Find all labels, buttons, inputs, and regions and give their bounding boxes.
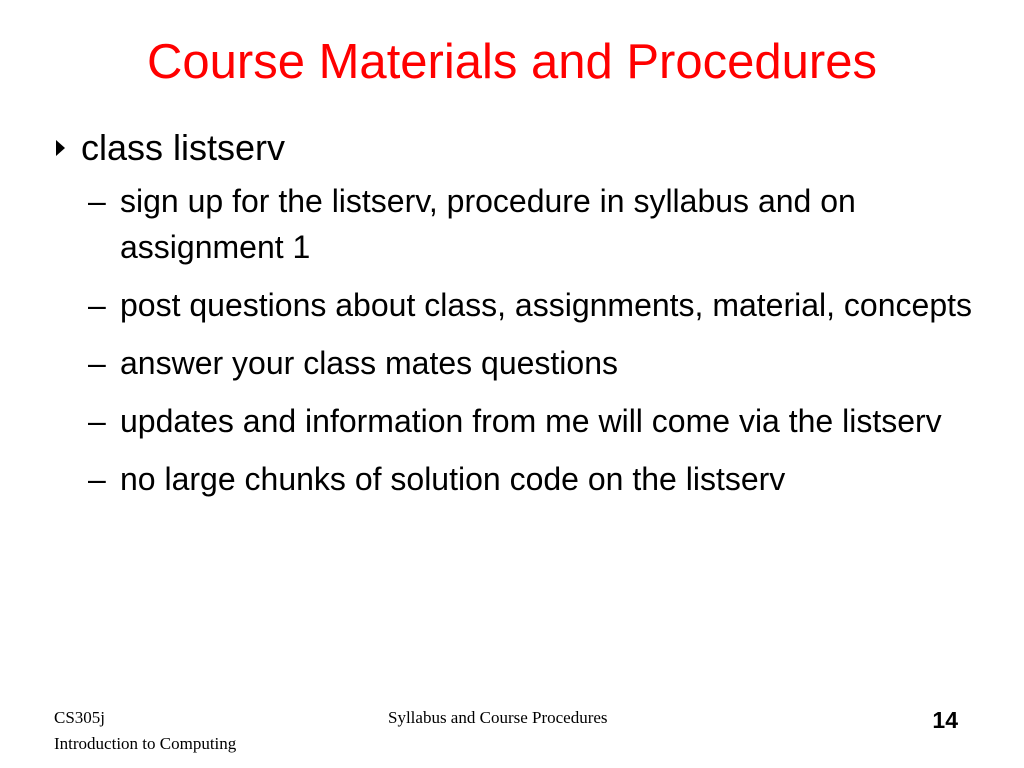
dash-bullet-icon: – (88, 183, 106, 219)
sub-bullet-item (40, 178, 1000, 270)
dash-bullet-icon: – (88, 461, 106, 497)
footer-course-name: Introduction to Computing (54, 734, 237, 753)
footer-section-title: Syllabus and Course Procedures (388, 708, 608, 727)
sub-bullet-text: post questions about class, assignments, material, concepts (120, 287, 972, 323)
sub-bullet-text: answer your class mates questions (120, 345, 618, 381)
bullet-text: class listserv (81, 127, 286, 168)
sub-bullet-list (40, 178, 1000, 502)
sub-bullet-item (40, 282, 1000, 328)
sub-bullet-item (40, 398, 1000, 444)
sub-bullet-text: no large chunks of solution code on the listserv (120, 461, 786, 497)
dash-bullet-icon: – (88, 345, 106, 381)
footer-course-info (54, 705, 236, 757)
sub-bullet-item (40, 340, 1000, 386)
footer-course-code: CS305j (54, 708, 106, 727)
triangle-bullet-icon (56, 140, 65, 156)
sub-bullet-text: updates and information from me will come via the listserv (120, 403, 942, 439)
dash-bullet-icon: – (88, 403, 106, 439)
sub-bullet-item (40, 456, 1000, 502)
slide-content (40, 124, 1000, 514)
sub-bullet-text: sign up for the listserv, procedure in syllabus and on assignment 1 (120, 183, 856, 265)
dash-bullet-icon: – (88, 287, 106, 323)
slide-title: Course Materials and Procedures (147, 35, 877, 89)
page-number: 14 (932, 707, 958, 733)
bullet-item (40, 124, 1000, 172)
